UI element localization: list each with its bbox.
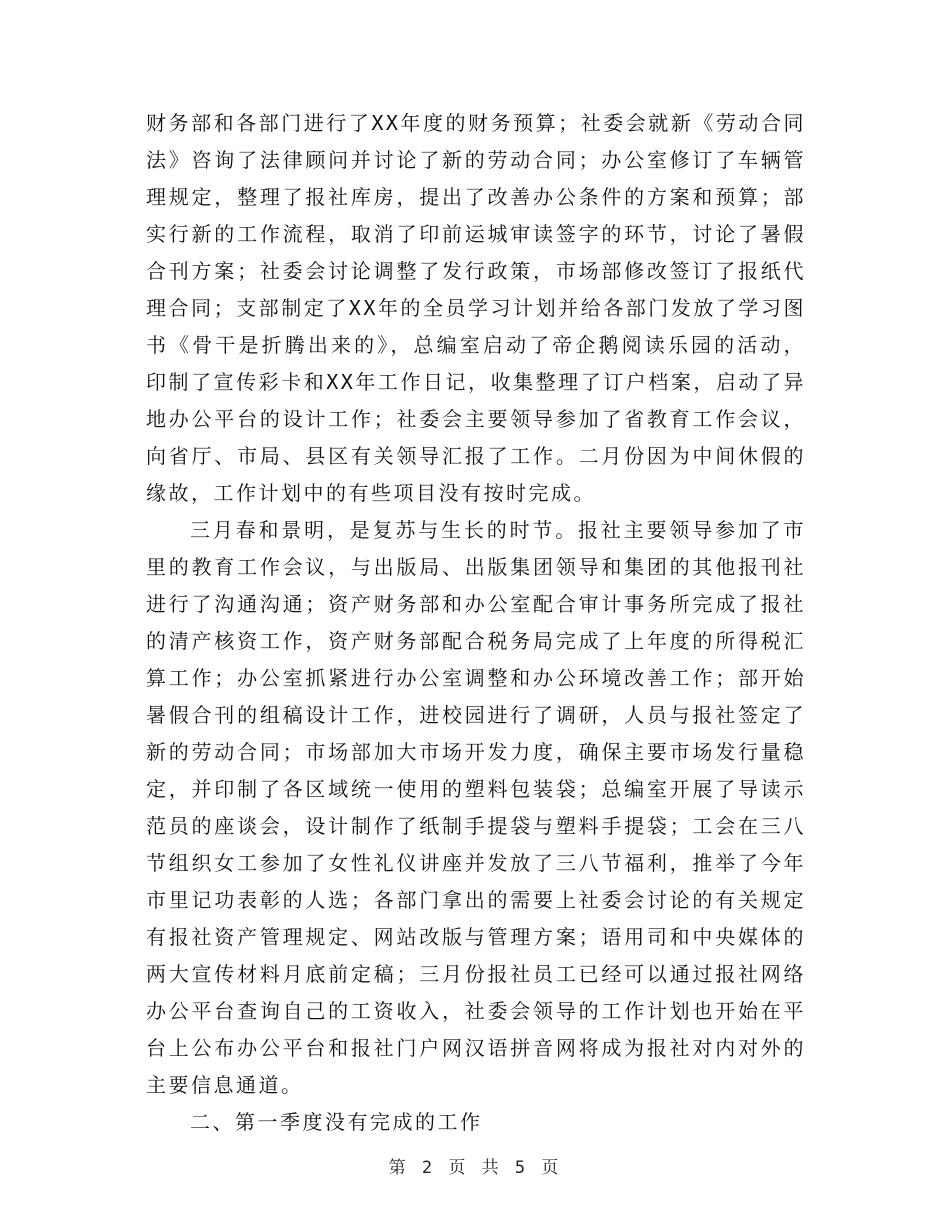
page-footer: 第 2 页 共 5 页: [388, 1158, 562, 1178]
paragraph-continuation: 财务部和各部门进行了XX年度的财务预算；社委会就新《劳动合同法》咨询了法律顾问并讨论了新的劳动合同；办公室修订了车辆管理规定，整理了报社库房，提出了改善办公条件的方案和预算；部实行新的工作流程，取消了印前运城审读签字的环节，讨论了暑假合刊方案；社委会讨论调整了发行政策，市场部修改签订了报纸代理合同；支部制定了XX年的全员学习计划并给各部门发放了学习图书《骨干是折腾出来的》，总编室启动了帝企鹅阅读乐园的活动，印制了宣传彩卡和XX年工作日记，收集整理了订户档案，启动了异地办公平台的设计工作；社委会主要领导参加了省教育工作会议，向省厅、市局、县区有关领导汇报了工作。二月份因为中间休假的缘故，工作计划中的有些项目没有按时完成。: [146, 111, 806, 505]
document-body: [146, 105, 806, 1141]
section-heading: 二、第一季度没有完成的工作: [190, 1110, 483, 1134]
paragraph-march: 三月春和景明，是复苏与生长的时节。报社主要领导参加了市里的教育工作会议，与出版局、出版集团领导和集团的其他报刊社进行了沟通沟通；资产财务部和办公室配合审计事务所完成了报社的清产核资工作，资产财务部配合税务局完成了上年度的所得税汇算工作；办公室抓紧进行办公室调整和办公环境改善工作；部开始暑假合刊的组稿设计工作，进校园进行了调研，人员与报社签定了新的劳动合同；市场部加大市场开发力度，确保主要市场发行量稳定，并印制了各区域统一使用的塑料包装袋；总编室开展了导读示范员的座谈会，设计制作了纸制手提袋与塑料手提袋；工会在三八节组织女工参加了女性礼仪讲座并发放了三八节福利，推举了今年市里记功表彰的人选；各部门拿出的需要上社委会讨论的有关规定有报社资产管理规定、网站改版与管理方案；语用司和中央媒体的两大宣传材料月底前定稿；三月份报社员工已经可以通过报社网络办公平台查询自己的工资收入，社委会领导的工作计划也开始在平台上公布办公平台和报社门户网汉语拼音网将成为报社对内对外的主要信息通道。: [146, 518, 806, 1097]
